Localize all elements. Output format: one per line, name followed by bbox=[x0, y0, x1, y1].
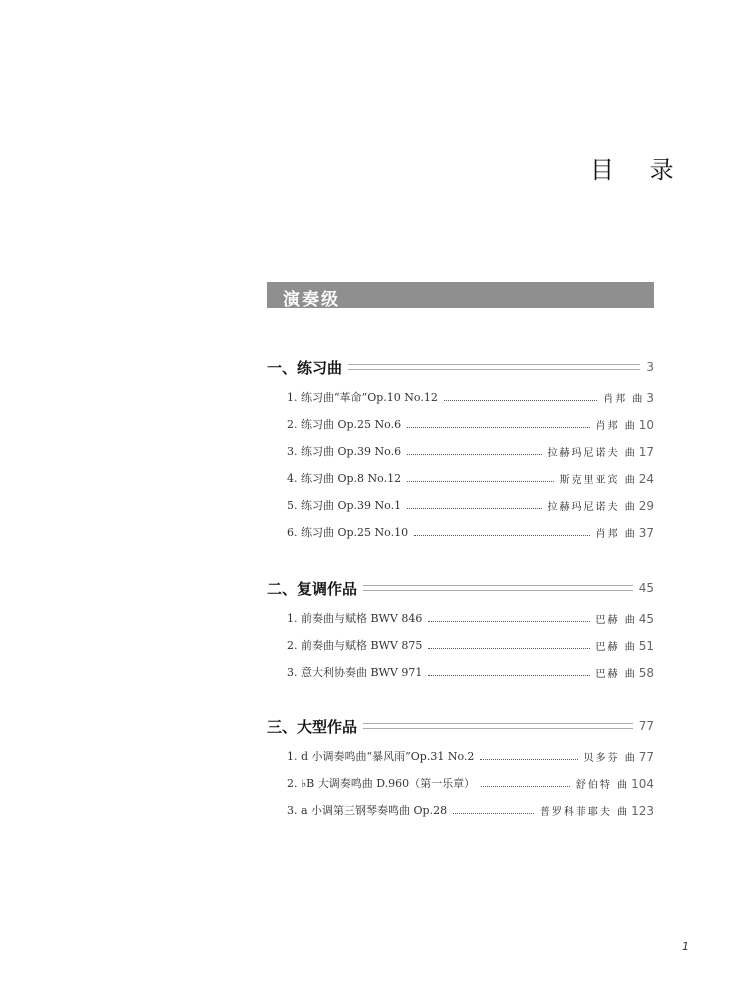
entry-title: 3. 意大利协奏曲 BWV 971 bbox=[287, 666, 423, 679]
toc-entry[interactable] bbox=[267, 653, 654, 680]
dot-leader bbox=[444, 400, 597, 401]
entry-title: 1. d 小调奏鸣曲“暴风雨”Op.31 No.2 bbox=[287, 750, 475, 763]
section-page: 3 bbox=[646, 360, 654, 374]
entry-page: 123 bbox=[631, 804, 654, 818]
page-title: 目 录 bbox=[590, 156, 688, 184]
dot-leader bbox=[428, 648, 589, 649]
entry-composer: 巴赫 曲 bbox=[595, 615, 637, 626]
entry-page: 10 bbox=[638, 418, 654, 432]
entry-title: 3. a 小调第三钢琴奏鸣曲 Op.28 bbox=[287, 804, 448, 817]
entry-title: 1. 练习曲“革命”Op.10 No.12 bbox=[287, 391, 438, 404]
page-number: 1 bbox=[682, 940, 689, 953]
toc-entry[interactable] bbox=[267, 626, 654, 653]
entry-composer: 肖邦 曲 bbox=[595, 529, 637, 540]
toc-entry[interactable] bbox=[267, 513, 654, 540]
section-rule bbox=[363, 723, 633, 729]
entry-page: 77 bbox=[638, 750, 654, 764]
section-rule bbox=[363, 585, 633, 591]
toc-section-polyphonic bbox=[267, 577, 654, 680]
entry-title: 6. 练习曲 Op.25 No.10 bbox=[287, 526, 409, 539]
dot-leader bbox=[407, 427, 589, 428]
entry-composer: 巴赫 曲 bbox=[595, 669, 637, 680]
entry-composer: 拉赫玛尼诺夫 曲 bbox=[547, 448, 637, 459]
entry-title: 2. 练习曲 Op.25 No.6 bbox=[287, 418, 402, 431]
entry-composer: 舒伯特 曲 bbox=[575, 780, 630, 791]
entry-page: 58 bbox=[638, 666, 654, 680]
entry-page: 17 bbox=[638, 445, 654, 459]
entry-page: 3 bbox=[646, 391, 654, 405]
entry-composer: 斯克里亚宾 曲 bbox=[559, 475, 637, 486]
section-page: 77 bbox=[638, 719, 654, 733]
entry-title: 1. 前奏曲与赋格 BWV 846 bbox=[287, 612, 423, 625]
toc-entry[interactable] bbox=[267, 378, 654, 405]
level-banner-label: 演奏级 bbox=[283, 290, 340, 310]
entry-page: 51 bbox=[638, 639, 654, 653]
entry-title: 3. 练习曲 Op.39 No.6 bbox=[287, 445, 402, 458]
entry-composer: 肖邦 曲 bbox=[595, 421, 637, 432]
toc-section-major-works bbox=[267, 715, 654, 818]
toc-entry[interactable] bbox=[267, 737, 654, 764]
section-rule bbox=[348, 364, 640, 370]
section-heading[interactable] bbox=[267, 715, 654, 737]
entry-composer: 贝多芬 曲 bbox=[583, 753, 637, 764]
section-heading[interactable] bbox=[267, 356, 654, 378]
entry-title: 5. 练习曲 Op.39 No.1 bbox=[287, 499, 402, 512]
dot-leader bbox=[414, 535, 589, 536]
section-heading[interactable] bbox=[267, 577, 654, 599]
entry-page: 29 bbox=[638, 499, 654, 513]
entry-title: 2. ♭B 大调奏鸣曲 D.960（第一乐章） bbox=[287, 777, 476, 790]
toc-entry[interactable] bbox=[267, 599, 654, 626]
toc-entry[interactable] bbox=[267, 486, 654, 513]
dot-leader bbox=[428, 621, 589, 622]
dot-leader bbox=[407, 454, 541, 455]
toc-entry[interactable] bbox=[267, 459, 654, 486]
dot-leader bbox=[481, 786, 570, 787]
section-title: 二、复调作品 bbox=[267, 579, 358, 598]
toc-entry[interactable] bbox=[267, 764, 654, 791]
entry-composer: 巴赫 曲 bbox=[595, 642, 637, 653]
entry-page: 24 bbox=[638, 472, 654, 486]
entry-composer: 普罗科菲耶夫 曲 bbox=[539, 807, 630, 818]
section-title: 一、练习曲 bbox=[267, 358, 343, 377]
entry-page: 104 bbox=[631, 777, 654, 791]
dot-leader bbox=[407, 481, 553, 482]
dot-leader bbox=[407, 508, 541, 509]
toc-entry[interactable] bbox=[267, 432, 654, 459]
entry-page: 45 bbox=[638, 612, 654, 626]
entry-page: 37 bbox=[638, 526, 654, 540]
section-title: 三、大型作品 bbox=[267, 717, 358, 736]
entry-composer: 肖邦 曲 bbox=[603, 394, 645, 405]
dot-leader bbox=[428, 675, 589, 676]
toc-section-etudes bbox=[267, 356, 654, 540]
entry-composer: 拉赫玛尼诺夫 曲 bbox=[547, 502, 637, 513]
entry-title: 2. 前奏曲与赋格 BWV 875 bbox=[287, 639, 423, 652]
toc-entry[interactable] bbox=[267, 405, 654, 432]
level-banner bbox=[267, 282, 654, 308]
section-page: 45 bbox=[638, 581, 654, 595]
entry-title: 4. 练习曲 Op.8 No.12 bbox=[287, 472, 402, 485]
dot-leader bbox=[453, 813, 534, 814]
toc-entry[interactable] bbox=[267, 791, 654, 818]
dot-leader bbox=[480, 759, 577, 760]
